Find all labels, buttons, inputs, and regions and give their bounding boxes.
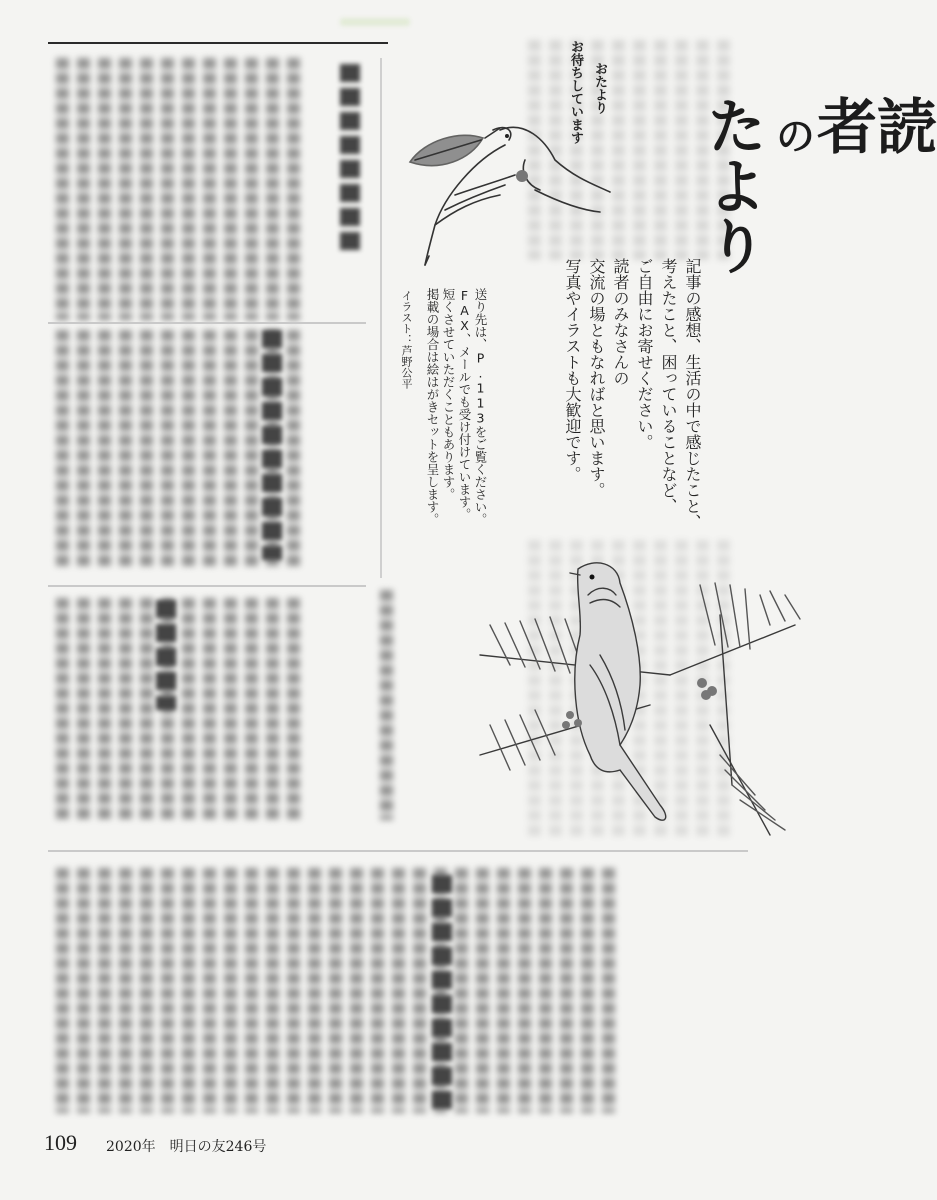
title-char-2: 者	[807, 95, 877, 155]
divider-vertical-1	[380, 58, 382, 578]
submission-notes	[424, 288, 488, 528]
intro-line: 読者のみなさんの	[611, 258, 630, 386]
note-line: 送り先は、P.113をご覧ください。	[473, 288, 488, 526]
divider-horizontal-2	[48, 585, 366, 587]
handwritten-caption-1: おたより	[592, 62, 607, 114]
note-line: 短くさせていただくこともあります。	[441, 288, 456, 501]
blurred-column-left-mid	[48, 330, 364, 570]
top-color-mark	[340, 18, 410, 26]
intro-text	[560, 258, 704, 588]
note-line: 掲載の場合は絵はがきセットを呈します。	[425, 288, 440, 526]
divider-horizontal-3	[48, 850, 748, 852]
page-number: 109	[44, 1130, 77, 1155]
blurred-heading-1	[340, 64, 360, 254]
title-char-1: 読	[867, 95, 937, 155]
blurred-heading-4	[432, 875, 452, 1115]
intro-line: 写真やイラストも大歓迎です。	[563, 258, 582, 482]
blurred-column-left-top	[48, 58, 364, 320]
blurred-heading-3	[156, 600, 176, 710]
top-rule	[48, 42, 388, 44]
handwritten-caption-2: お待ちしています	[568, 40, 583, 144]
blurred-column-left-low	[48, 598, 364, 823]
illustration-credit: イラスト：芦野公平	[400, 290, 413, 389]
feature-title	[697, 95, 937, 301]
intro-line: ご自由にお寄せください。	[635, 258, 654, 450]
bird-with-leaf-illustration	[405, 100, 615, 270]
bird-on-pine-branch-illustration	[470, 555, 805, 845]
divider-horizontal-1	[48, 322, 366, 324]
intro-line: 交流の場ともなればと思います。	[587, 258, 606, 498]
intro-line: 記事の感想、生活の中で感じたこと、	[683, 258, 702, 530]
issue-footer: 2020年 明日の友246号	[106, 1139, 267, 1155]
intro-line: 考えたこと、困っていることなど、	[659, 258, 678, 514]
blurred-column-bottom	[48, 868, 738, 1113]
blurred-column-center-low	[372, 590, 392, 820]
note-line: FAX、メールでも受け付けています。	[457, 288, 472, 521]
title-no: の	[769, 115, 815, 155]
title-tayori: たより	[697, 95, 767, 275]
blurred-heading-2	[262, 330, 282, 560]
